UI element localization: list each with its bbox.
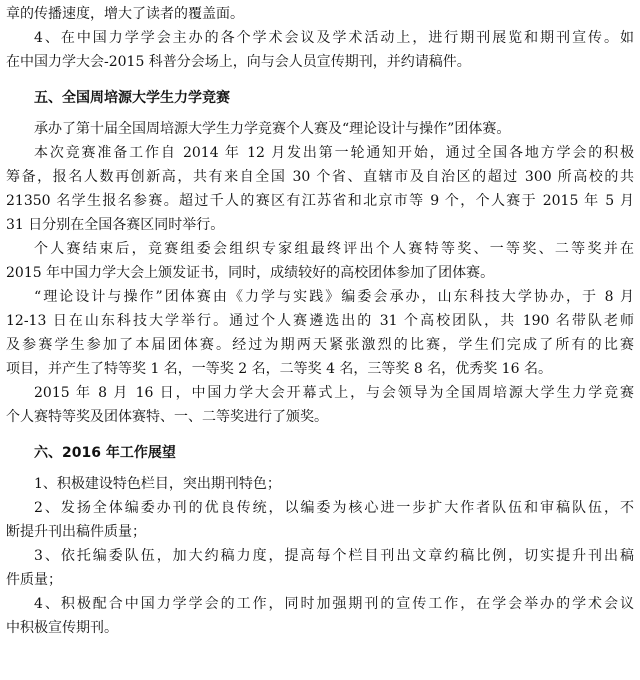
section-6-heading: 六、2016 年工作展望 [34,445,176,461]
section-5-paragraph-5-line-2: 个人赛特等奖及团体赛特、一、二等奖进行了颁奖。 [6,409,328,425]
section-5-paragraph-4-line-4: 项目，并产生了特等奖 1 名，一等奖 2 名，二等奖 4 名，三等奖 8 名，优秀奖 16 名。 [6,361,552,377]
section-5-paragraph-4-line-2: 12-13 日在山东科技大学举行。通过个人赛遴选出的 31 个高校团队，共 190 名带队老师 [6,313,634,329]
section-5-paragraph-2-line-4: 31 日分别在全国各赛区同时举行。 [6,217,225,233]
section-5-paragraph-2-line-3: 21350 名学生报名参赛。超过千人的赛区有江苏省和北京市等 9 个，个人赛于 2015 年 5 月 [6,193,634,209]
paragraph-intro-tail: 章的传播速度，增大了读者的覆盖面。 [6,6,244,22]
section-5-paragraph-5-line-1: 2015 年 8 月 16 日，中国力学大会开幕式上，与会领导为全国周培源大学生力学竞赛 [34,385,634,401]
section-5-paragraph-4-line-1: “理论设计与操作”团体赛由《力学与实践》编委会承办，山东科技大学协办，于 8 月 [34,289,634,305]
section-6-item-4-line-1: 4、积极配合中国力学学会的工作，同时加强期刊的宣传工作，在学会举办的学术会议 [34,596,634,612]
section-6-item-3-line-1: 3、依托编委队伍，加大约稿力度，提高每个栏目刊出文章约稿比例，切实提升刊出稿 [34,548,634,564]
section-6-item-2-line-1: 2、发扬全体编委办刊的优良传统，以编委为核心进一步扩大作者队伍和审稿队伍，不 [34,500,634,516]
section-5-paragraph-4-line-3: 及参赛学生参加了本届团体赛。经过为期两天紧张激烈的比赛，学生们完成了所有的比赛 [6,337,634,353]
section-5-paragraph-1: 承办了第十届全国周培源大学生力学竞赛个人赛及“理论设计与操作”团体赛。 [34,121,511,137]
section-6-item-2-line-2: 断提升刊出稿件质量； [6,524,146,540]
section-6-item-4-line-2: 中积极宣传期刊。 [6,620,118,636]
item-4-line-2: 在中国力学大会-2015 科普分会场上，向与会人员宣传期刊，并约请稿件。 [6,54,471,70]
section-6-item-3-line-2: 件质量； [6,572,62,588]
section-5-paragraph-3-line-2: 2015 年中国力学大会上颁发证书，同时，成绩较好的高校团体参加了团体赛。 [6,265,495,281]
section-6-item-1: 1、积极建设特色栏目，突出期刊特色； [34,476,281,492]
item-4-line-1: 4、在中国力学学会主办的各个学术会议及学术活动上，进行期刊展览和期刊宣传。如 [34,30,634,46]
section-5-paragraph-2-line-1: 本次竞赛准备工作自 2014 年 12 月发出第一轮通知开始，通过全国各地方学会的积极 [34,145,634,161]
section-5-paragraph-2-line-2: 筹备，报名人数再创新高，共有来自全国 30 个省、直辖市及自治区的超过 300 所高校的共 [6,169,634,185]
section-5-paragraph-3-line-1: 个人赛结束后，竞赛组委会组织专家组最终评出个人赛特等奖、一等奖、二等奖并在 [34,241,634,257]
section-5-heading: 五、全国周培源大学生力学竞赛 [34,90,230,106]
